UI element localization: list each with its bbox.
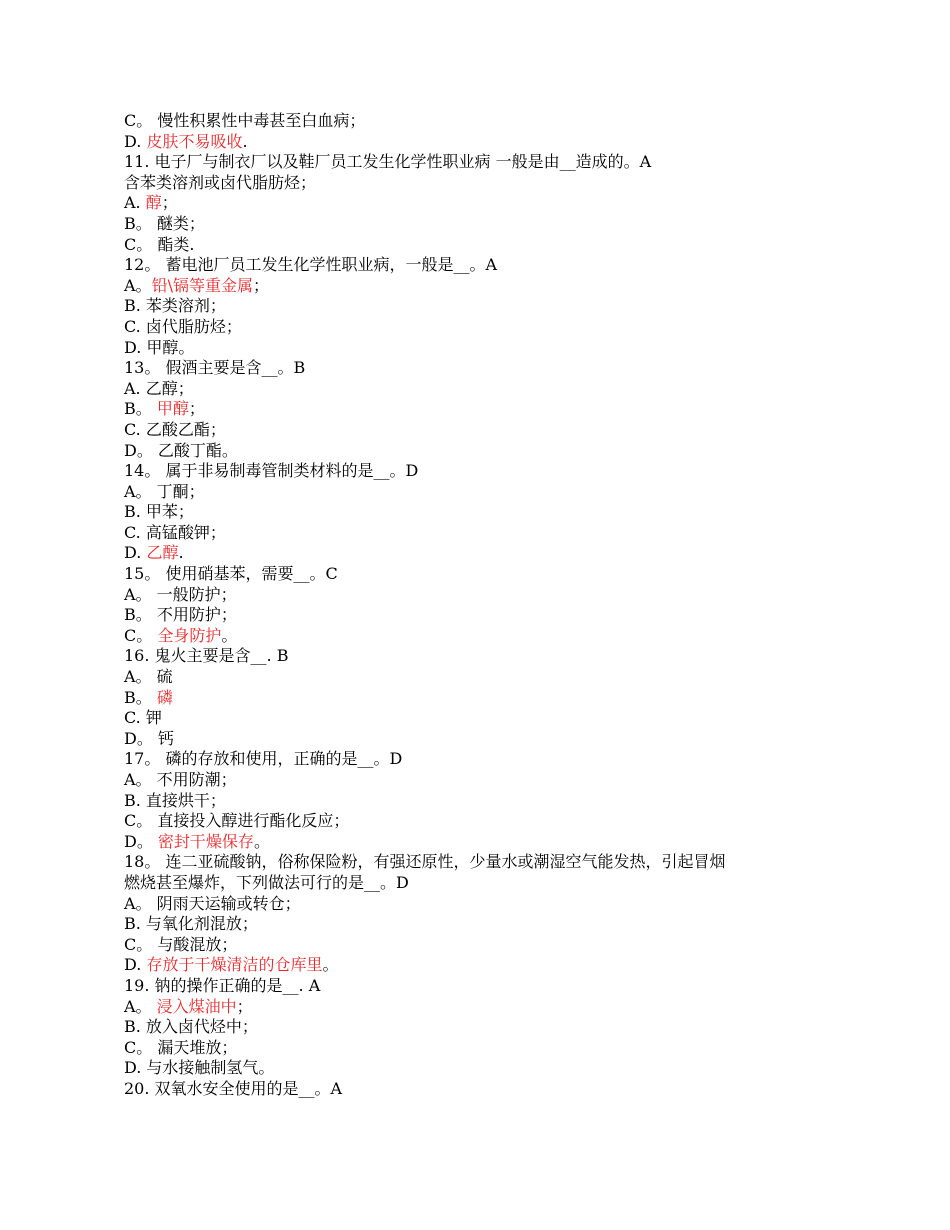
text-line bbox=[124, 132, 824, 153]
line-text: C。 酯类. bbox=[124, 234, 195, 254]
line-text: C。 bbox=[124, 625, 158, 645]
line-text: D。 bbox=[124, 831, 158, 851]
line-text: D. bbox=[124, 131, 147, 151]
text-line bbox=[124, 296, 824, 317]
text-line bbox=[124, 1017, 824, 1038]
line-suffix: 。 bbox=[322, 955, 339, 975]
text-line bbox=[124, 235, 824, 256]
line-suffix: ； bbox=[161, 193, 178, 213]
line-suffix: 。 bbox=[221, 625, 238, 645]
line-text: 18。 连二亚硫酸钠，俗称保险粉，有强还原性，少量水或潮湿空气能发热，引起冒烟 bbox=[124, 852, 726, 872]
text-line bbox=[124, 914, 824, 935]
line-text: B。 bbox=[124, 687, 157, 707]
text-line bbox=[124, 688, 824, 709]
line-text: 17。 磷的存放和使用，正确的是__。D bbox=[124, 749, 403, 769]
line-suffix: ； bbox=[252, 275, 269, 295]
line-text: D. bbox=[124, 543, 147, 563]
text-line bbox=[124, 379, 824, 400]
line-text: B。 bbox=[124, 399, 157, 419]
line-text: 含苯类溶剂或卤代脂肪烃； bbox=[124, 172, 317, 192]
text-line bbox=[124, 585, 824, 606]
text-line bbox=[124, 420, 824, 441]
line-suffix: 。 bbox=[253, 831, 270, 851]
text-line bbox=[124, 894, 824, 915]
line-text: A. 乙醇； bbox=[124, 378, 194, 398]
line-text: C. 钾 bbox=[124, 708, 162, 728]
text-line bbox=[124, 214, 824, 235]
line-text: B. 与氧化剂混放； bbox=[124, 914, 258, 934]
highlighted-answer: 皮肤不易吸收 bbox=[146, 131, 243, 151]
line-text: C。 直接投入醇进行酯化反应； bbox=[124, 811, 350, 831]
line-text: A。 丁酮； bbox=[124, 481, 205, 501]
line-text: C. 乙酸乙酯； bbox=[124, 419, 226, 439]
line-text: 11. 电子厂与制衣厂以及鞋厂员工发生化学性职业病 一般是由__造成的。A bbox=[124, 152, 652, 172]
line-text: A。 不用防潮； bbox=[124, 770, 237, 789]
text-line bbox=[124, 646, 824, 667]
line-text: 13。 假酒主要是含__。B bbox=[124, 358, 306, 378]
line-text: 20. 双氧水安全使用的是__。A bbox=[124, 1078, 343, 1098]
line-text: A。 一般防护； bbox=[124, 584, 237, 604]
highlighted-answer: 乙醇 bbox=[146, 543, 179, 563]
line-text: 12。 蓄电池厂员工发生化学性职业病，一般是__。A bbox=[124, 255, 498, 275]
text-line bbox=[124, 832, 824, 853]
line-text: C. 高锰酸钾； bbox=[124, 522, 226, 542]
highlighted-answer: 醇 bbox=[145, 193, 162, 213]
text-line bbox=[124, 729, 824, 750]
highlighted-answer: 浸入煤油中 bbox=[156, 996, 237, 1016]
highlighted-answer: 存放于干燥清洁的仓库里 bbox=[146, 955, 323, 975]
text-line bbox=[124, 667, 824, 688]
text-line bbox=[124, 626, 824, 647]
line-text: B. 直接烘干； bbox=[124, 790, 226, 810]
text-line bbox=[124, 523, 824, 544]
text-line bbox=[124, 193, 824, 214]
text-line bbox=[124, 811, 824, 832]
text-line bbox=[124, 255, 824, 276]
text-line bbox=[124, 338, 824, 359]
line-text: A。 阴雨天运输或转仓； bbox=[124, 893, 301, 913]
highlighted-answer: 甲醇 bbox=[156, 399, 189, 419]
highlighted-answer: 全身防护 bbox=[157, 625, 222, 645]
text-line bbox=[124, 1058, 824, 1079]
text-line bbox=[124, 1079, 824, 1100]
text-line bbox=[124, 770, 824, 791]
document-body bbox=[124, 111, 824, 1100]
text-line bbox=[124, 791, 824, 812]
text-line bbox=[124, 955, 824, 976]
line-text: B. 放入卤代烃中； bbox=[124, 1017, 258, 1037]
line-text: A。 bbox=[124, 275, 152, 295]
text-line bbox=[124, 749, 824, 770]
line-suffix: . bbox=[178, 543, 184, 563]
line-text: 16. 鬼火主要是含__. B bbox=[124, 646, 289, 666]
line-text: B. 苯类溶剂； bbox=[124, 296, 226, 316]
line-suffix: ； bbox=[188, 399, 205, 419]
line-text: D. bbox=[124, 955, 147, 975]
text-line bbox=[124, 1038, 824, 1059]
highlighted-answer: 密封干燥保存 bbox=[157, 831, 254, 851]
text-line bbox=[124, 852, 824, 873]
text-line bbox=[124, 152, 824, 173]
line-suffix: . bbox=[242, 131, 248, 151]
line-text: B. 甲苯； bbox=[124, 502, 194, 522]
line-text: A. bbox=[124, 193, 146, 213]
line-text: D。 乙酸丁酯。 bbox=[124, 440, 238, 460]
line-text: C. 卤代脂肪烃； bbox=[124, 316, 242, 336]
line-text: C。 慢性积累性中毒甚至白血病； bbox=[124, 111, 366, 130]
line-text: D。 钙 bbox=[124, 728, 174, 748]
text-line bbox=[124, 317, 824, 338]
line-text: C。 与酸混放； bbox=[124, 934, 238, 954]
line-text: 燃烧甚至爆炸，下列做法可行的是__。D bbox=[124, 872, 409, 892]
line-text: 14。 属于非易制毒管制类材料的是__。D bbox=[124, 461, 419, 481]
line-text: D. 与水接触制氢气。 bbox=[124, 1058, 275, 1078]
text-line bbox=[124, 482, 824, 503]
text-line bbox=[124, 543, 824, 564]
line-suffix: ； bbox=[236, 996, 253, 1016]
text-line bbox=[124, 997, 824, 1018]
text-line bbox=[124, 708, 824, 729]
text-line bbox=[124, 873, 824, 894]
line-text: B。 不用防护； bbox=[124, 605, 237, 625]
text-line bbox=[124, 502, 824, 523]
line-text: A。 bbox=[124, 996, 157, 1016]
line-text: C。 漏天堆放； bbox=[124, 1037, 238, 1057]
line-text: 19. 钠的操作正确的是__. A bbox=[124, 975, 321, 995]
text-line bbox=[124, 173, 824, 194]
text-line bbox=[124, 461, 824, 482]
line-text: A。 硫 bbox=[124, 667, 173, 687]
line-text: B。 醚类； bbox=[124, 213, 205, 233]
line-text: D. 甲醇。 bbox=[124, 337, 195, 357]
highlighted-answer: 磷 bbox=[156, 687, 173, 707]
text-line bbox=[124, 935, 824, 956]
text-line bbox=[124, 276, 824, 297]
highlighted-answer: 铅\镉等重金属 bbox=[151, 275, 253, 295]
text-line bbox=[124, 399, 824, 420]
line-text: 15。 使用硝基苯，需要__。C bbox=[124, 564, 338, 584]
text-line bbox=[124, 605, 824, 626]
text-line bbox=[124, 976, 824, 997]
text-line bbox=[124, 441, 824, 462]
text-line bbox=[124, 564, 824, 585]
text-line bbox=[124, 358, 824, 379]
text-line bbox=[124, 111, 824, 132]
